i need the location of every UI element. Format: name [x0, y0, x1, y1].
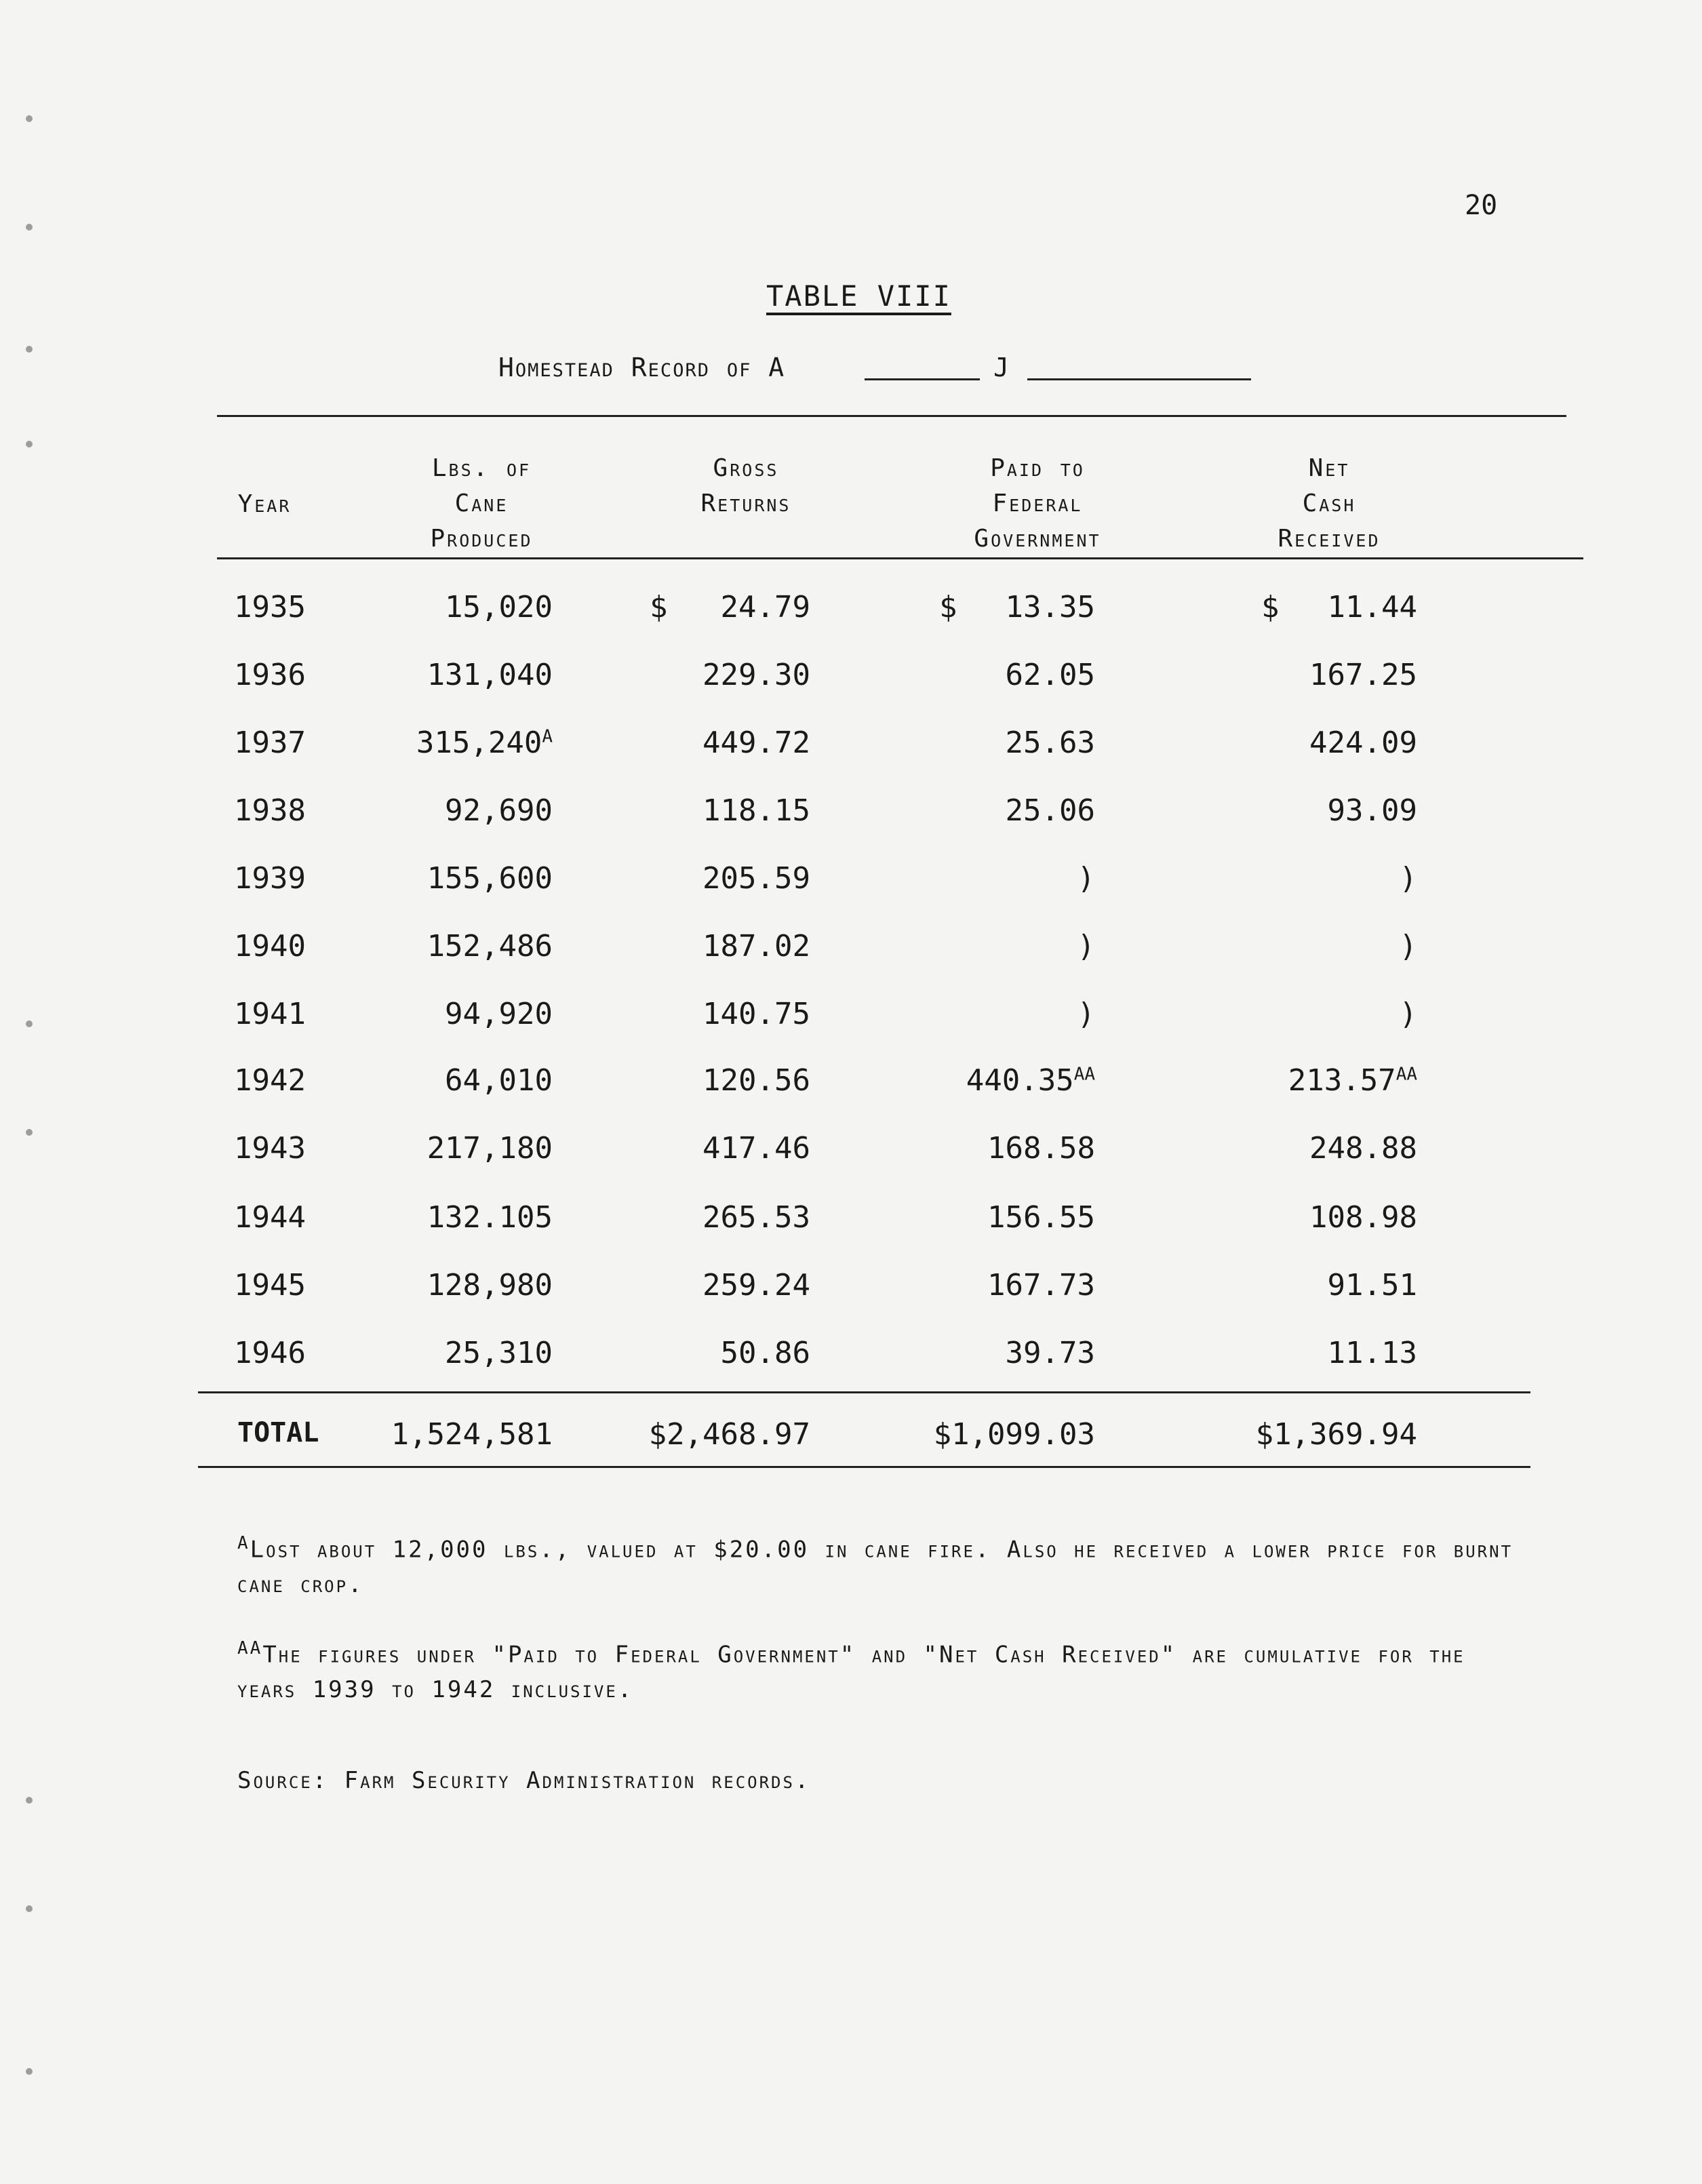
cell-paid: 156.55: [987, 1200, 1095, 1235]
record-title: [498, 353, 785, 382]
record-initial: [993, 353, 1010, 382]
total-top-rule: [198, 1391, 1530, 1393]
table-row: [0, 1063, 1702, 1104]
header-line: Returns: [700, 490, 791, 517]
cell-paid: 167.73: [987, 1268, 1095, 1303]
cell-year: 1935: [234, 590, 306, 624]
cell-net: 248.88: [1309, 1131, 1417, 1166]
header-bottom-rule: [217, 557, 1583, 559]
footnote-a: [237, 1526, 1526, 1602]
cell-gross: 229.30: [702, 658, 810, 692]
cell-year: 1937: [234, 726, 306, 760]
cell-year: 1945: [234, 1268, 306, 1303]
punch-hole: [26, 1905, 33, 1912]
cell-year: 1942: [234, 1063, 306, 1098]
total-row: [0, 1417, 1702, 1458]
cell-year: 1939: [234, 861, 306, 896]
cell-gross: 265.53: [702, 1200, 810, 1235]
total-paid: $1,099.03: [933, 1417, 1095, 1452]
cell-net: 424.09: [1309, 726, 1417, 760]
cell-net: 108.98: [1309, 1200, 1417, 1235]
cell-paid: 13.35: [1005, 590, 1095, 624]
cell-year: 1946: [234, 1336, 306, 1370]
cell-net: [1288, 1063, 1417, 1098]
cell-year: 1936: [234, 658, 306, 692]
cell-gross: 205.59: [702, 861, 810, 896]
cell-gross: 24.79: [720, 590, 810, 624]
cell-paid-value: 440.35: [966, 1063, 1074, 1098]
cell-paid: 25.06: [1005, 793, 1095, 828]
dollar-sign: $: [939, 590, 957, 624]
cell-year: 1944: [234, 1200, 306, 1235]
table-row: [0, 1268, 1702, 1309]
header-year: [203, 487, 325, 522]
header-line: Gross: [713, 454, 779, 482]
header-line: Cane: [454, 490, 509, 517]
cell-gross: 417.46: [702, 1131, 810, 1166]
page-number: 20: [1465, 190, 1498, 221]
header-gross: [651, 451, 841, 521]
header-line: Paid to: [990, 454, 1085, 482]
dollar-sign: $: [650, 590, 668, 624]
record-title-text: Homestead Record of A: [498, 353, 786, 382]
header-line: Lbs. of: [431, 454, 532, 482]
footnote-text: Lost about 12,000 lbs., valued at $20.00 in cane fire. Also he received a lower price for burnt cane crop.: [237, 1536, 1513, 1599]
table-row: [0, 861, 1702, 902]
name-blank: [1027, 378, 1251, 380]
cell-gross: 259.24: [702, 1268, 810, 1303]
total-lbs: 1,524,581: [391, 1417, 553, 1452]
cell-lbs: 64,010: [445, 1063, 553, 1098]
cell-year: 1941: [234, 997, 306, 1031]
cell-lbs: 132.105: [427, 1200, 553, 1235]
cell-lbs: 15,020: [445, 590, 553, 624]
cell-net: 167.25: [1309, 658, 1417, 692]
cell-lbs: 128,980: [427, 1268, 553, 1303]
table-row: [0, 997, 1702, 1037]
table-title: TABLE VIII: [766, 279, 951, 313]
punch-hole: [26, 2068, 33, 2075]
punch-hole: [26, 224, 33, 231]
cell-net: 91.51: [1327, 1268, 1417, 1303]
cell-lbs: 94,920: [445, 997, 553, 1031]
cell-lbs: 152,486: [427, 929, 553, 964]
cell-paid: 168.58: [987, 1131, 1095, 1166]
punch-hole: [26, 346, 33, 353]
cell-year: 1940: [234, 929, 306, 964]
header-line: Cash: [1302, 490, 1356, 517]
table-row: [0, 1131, 1702, 1172]
cell-year: 1943: [234, 1131, 306, 1166]
cell-net: ): [1399, 929, 1417, 964]
punch-hole: [26, 115, 33, 122]
cell-year: 1938: [234, 793, 306, 828]
cell-net: ): [1399, 861, 1417, 896]
cell-lbs-value: 315,240: [416, 726, 542, 760]
cell-lbs: 217,180: [427, 1131, 553, 1166]
header-line: Received: [1278, 525, 1381, 553]
header-line: Government: [974, 525, 1101, 553]
footnote-text: The figures under "Paid to Federal Government" and "Net Cash Received" are cumulative for the years 1939 to 1942 inclusive.: [237, 1641, 1465, 1704]
cell-lbs: 25,310: [445, 1336, 553, 1370]
cell-gross: 120.56: [702, 1063, 810, 1098]
cell-lbs: 155,600: [427, 861, 553, 896]
cell-lbs: [416, 726, 553, 760]
table-row: [0, 929, 1702, 970]
cell-net: 11.44: [1327, 590, 1417, 624]
record-initial-text: J: [993, 353, 1010, 382]
cell-paid-mark: AA: [1073, 1064, 1095, 1085]
header-paid: [936, 451, 1139, 557]
name-blank: [865, 378, 980, 380]
cell-paid: 62.05: [1005, 658, 1095, 692]
cell-paid: ): [1077, 861, 1095, 896]
header-line: Net: [1308, 454, 1350, 482]
table-row: [0, 658, 1702, 698]
footnote-mark: A: [237, 1533, 250, 1553]
cell-paid: ): [1077, 997, 1095, 1031]
cell-gross: 118.15: [702, 793, 810, 828]
total-label: TOTAL: [237, 1417, 319, 1448]
cell-paid: ): [1077, 929, 1095, 964]
cell-lbs-mark: A: [542, 726, 553, 747]
table-row: [0, 590, 1702, 631]
header-line: Federal: [992, 490, 1083, 517]
cell-gross: 50.86: [720, 1336, 810, 1370]
cell-net-mark: AA: [1396, 1064, 1417, 1085]
punch-hole: [26, 1797, 33, 1804]
header-net: [1234, 451, 1424, 557]
cell-paid: 25.63: [1005, 726, 1095, 760]
cell-paid: 39.73: [1005, 1336, 1095, 1370]
source-note: Source: Farm Security Administration records.: [237, 1767, 811, 1794]
cell-paid: [966, 1063, 1095, 1098]
table-row: [0, 793, 1702, 834]
header-lbs: [380, 451, 583, 557]
cell-net: ): [1399, 997, 1417, 1031]
cell-net-value: 213.57: [1288, 1063, 1396, 1098]
table-row: [0, 726, 1702, 766]
table-row: [0, 1336, 1702, 1376]
table-top-rule: [217, 415, 1566, 417]
cell-gross: 187.02: [702, 929, 810, 964]
total-bottom-rule: [198, 1466, 1530, 1468]
punch-hole: [26, 441, 33, 448]
table-row: [0, 1200, 1702, 1241]
cell-net: 93.09: [1327, 793, 1417, 828]
cell-gross: 449.72: [702, 726, 810, 760]
header-line: Year: [237, 490, 292, 518]
footnote-aa: [237, 1631, 1526, 1707]
footnote-mark: AA: [237, 1638, 263, 1659]
cell-lbs: 131,040: [427, 658, 553, 692]
cell-lbs: 92,690: [445, 793, 553, 828]
header-line: Produced: [430, 525, 533, 553]
dollar-sign: $: [1261, 590, 1280, 624]
total-gross: $2,468.97: [648, 1417, 810, 1452]
cell-net: 11.13: [1327, 1336, 1417, 1370]
cell-gross: 140.75: [702, 997, 810, 1031]
total-net: $1,369.94: [1255, 1417, 1417, 1452]
